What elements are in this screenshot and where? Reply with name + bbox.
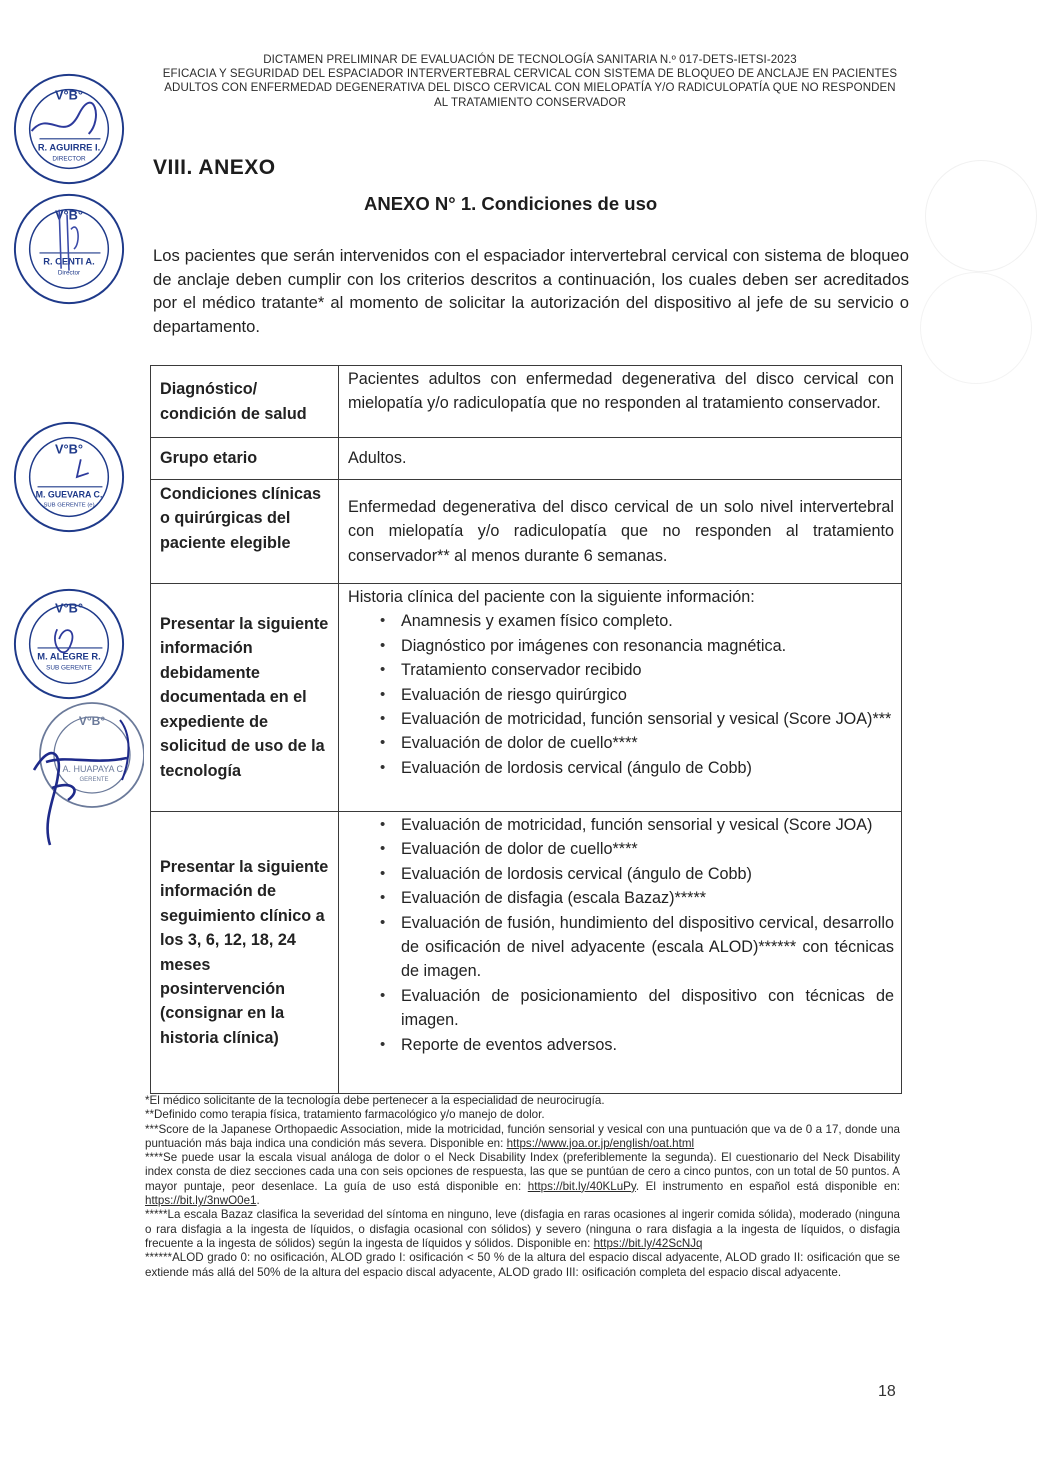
list-item: • Evaluación de motricidad, función sensorial y vesical (Score JOA)	[348, 813, 894, 837]
table-row	[151, 366, 902, 438]
stamp-vb-1: V°B°	[55, 87, 83, 103]
approval-stamp-alegre	[10, 585, 128, 703]
page-number: 18	[878, 1383, 896, 1400]
row-value-documentation	[339, 584, 902, 812]
footnote-6: ******ALOD grado 0: no osificación, ALOD grado I: osificación < 50 % de la altura del espacio discal adyacente, ALOD grado II: osificación que se extiende más allá del 50% de la altura del espacio discal adyacente, ALOD grado III: osificación completa del espacio discal adyacente.	[145, 1251, 900, 1279]
row-label-documentation: Presentar la siguiente información debidamente documentada en el expediente de solicitud de uso de la tecnología	[151, 584, 339, 812]
stamp-vb-4: V°B°	[55, 600, 83, 616]
documentation-intro: Historia clínica del paciente con la siguiente información:	[348, 588, 755, 606]
stamp-name-2: R. CENTI A.	[43, 256, 95, 267]
stamp-role-3: SUB GERENTE (e)	[43, 502, 95, 509]
stamp-role-4: SUB GERENTE	[46, 664, 92, 672]
footnote-4-mid: . El instrumento en español está disponible en:	[635, 1179, 900, 1193]
footnote-1: *El médico solicitante de la tecnología debe pertenecer a la especialidad de neurocirugía.	[145, 1094, 605, 1107]
footnotes	[145, 1094, 900, 1280]
joa-link[interactable]: https://www.joa.or.jp/english/oat.html	[506, 1136, 695, 1150]
header-line-3: ADULTOS CON ENFERMEDAD DEGENERATIVA DEL DISCO CERVICAL CON MIELOPATÍA Y/O RADICULOPATÍA QUE NO RESPONDEN	[164, 82, 896, 95]
annex-title: ANEXO N° 1. Condiciones de uso	[364, 193, 658, 214]
bazaz-link[interactable]: https://bit.ly/42ScNJq	[593, 1236, 703, 1250]
footnote-4	[145, 1151, 900, 1208]
list-item: • Evaluación de posicionamiento del dispositivo con técnicas de imagen.	[348, 984, 894, 1033]
stamp-role-2: Director	[57, 269, 81, 277]
row-value-age-group: Adultos.	[339, 438, 902, 480]
section-title: VIII. ANEXO	[153, 156, 276, 179]
table-row	[151, 812, 902, 1094]
row-label-follow-up: Presentar la siguiente información de seguimiento clínico a los 3, 6, 12, 18, 24 meses posintervención (consignar en la historia clínica)	[151, 812, 339, 1094]
list-item: • Evaluación de dolor de cuello****	[348, 731, 894, 755]
footnote-2: **Definido como terapia física, tratamiento farmacológico y/o manejo de dolor.	[145, 1108, 545, 1122]
table-row	[151, 480, 902, 584]
stamp-vb-3: V°B°	[55, 441, 83, 457]
footnote-5-text: *****La escala Bazaz clasifica la severidad del síntoma en ninguno, leve (disfagia en raras ocasiones al ingerir comida sólida), moderado (ninguna o rara disfagia a la ingesta de líquidos, o disfagia ocasional con sólidos) y severo (ninguna o rara disfagia a la ingesta de líquidos, o disfagia frecuente a la ingesta de sólidos) según la ingesta de líquidos y sólidos. Disponible en:	[145, 1208, 900, 1250]
header-line-2: EFICACIA Y SEGURIDAD DEL ESPACIADOR INTERVERTEBRAL CERVICAL CON SISTEMA DE BLOQUEO DE ANCLAJE EN PACIENTES	[162, 68, 898, 81]
approval-stamp-guevara	[10, 418, 128, 536]
table-row	[151, 438, 902, 480]
stamp-role-1: DIRECTOR	[52, 155, 86, 163]
row-label-clinical-conditions: Condiciones clínicas o quirúrgicas del paciente elegible	[151, 480, 339, 584]
table-row	[151, 584, 902, 812]
stamp-name-3: M. GUEVARA C.	[35, 489, 103, 500]
scan-smudge	[925, 160, 1037, 272]
footnote-3	[145, 1123, 900, 1152]
approval-stamp-huapaya	[22, 700, 144, 850]
row-value-clinical-conditions: Enfermedad degenerativa del disco cervical de un solo nivel intervertebral con mielopatía y/o radiculopatía que no responden al tratamiento conservador** al menos durante 6 semanas.	[339, 480, 902, 584]
stamp-vb-5: V°B°	[78, 714, 106, 728]
row-label-age-group: Grupo etario	[151, 438, 339, 480]
list-item: • Evaluación de fusión, hundimiento del dispositivo cervical, desarrollo de osificación de nivel adyacente (escala ALOD)****** con técnicas de imagen.	[348, 911, 894, 984]
list-item: • Evaluación de lordosis cervical (ángulo de Cobb)	[348, 862, 894, 886]
footnote-5	[145, 1208, 900, 1251]
stamp-name-5: A. HUAPAYA C.	[62, 764, 126, 774]
stamp-vb-2: V°B°	[55, 207, 83, 223]
list-item: • Evaluación de dolor de cuello****	[348, 837, 894, 861]
footnote-4-text: ****Se puede usar la escala visual análoga de dolor o el Neck Disability Index (preferiblemente la segunda). El cuestionario del Neck Disability index consta de diez secciones cada una con seis opciones de respuesta, las que se puntúan de cero a cinco puntos, con un total de 50 puntos. A mayor puntaje, peor desenlace. La guía de uso está disponible en:	[145, 1151, 900, 1193]
list-item: • Evaluación de disfagia (escala Bazaz)*****	[348, 886, 894, 910]
row-value-diagnosis: Pacientes adultos con enfermedad degenerativa del disco cervical con mielopatía y/o radiculopatía que no responden al tratamiento conservador.	[339, 366, 902, 438]
list-item: • Anamnesis y examen físico completo.	[348, 609, 894, 633]
stamp-name-4: M. ALEGRE R.	[37, 651, 101, 662]
list-item: • Evaluación de riesgo quirúrgico	[348, 683, 894, 707]
list-item: • Reporte de eventos adversos.	[348, 1033, 894, 1057]
approval-stamp-centi	[10, 190, 128, 308]
intro-paragraph: Los pacientes que serán intervenidos con el espaciador intervertebral cervical con sistema de bloqueo de anclaje deben cumplir con los criterios descritos a continuación, los cuales deben ser acreditados por el médico tratante* al momento de solicitar la autorización del dispositivo al jefe de su servicio o departamento.	[153, 246, 909, 336]
footnote-3-text: ***Score de la Japanese Orthopaedic Association, mide la motricidad, función sensorial y vesical con una puntuación que va de 0 a 17, donde una puntuación más baja indica una condición más severa. Disponible en:	[145, 1122, 900, 1150]
scan-smudge	[920, 272, 1032, 384]
row-value-follow-up	[339, 812, 902, 1094]
ndi-guide-link[interactable]: https://bit.ly/40KLuPy	[527, 1179, 636, 1193]
documentation-list	[348, 609, 894, 780]
conditions-table	[150, 365, 902, 1094]
document-header	[150, 53, 910, 110]
footnote-4-end: .	[256, 1194, 260, 1208]
stamp-role-5: GERENTE	[79, 777, 109, 783]
stamp-name-1: R. AGUIRRE I.	[37, 142, 101, 153]
list-item: • Evaluación de motricidad, función sensorial y vesical (Score JOA)***	[348, 707, 894, 731]
list-item: • Tratamiento conservador recibido	[348, 658, 894, 682]
list-item: • Diagnóstico por imágenes con resonancia magnética.	[348, 634, 894, 658]
follow-up-list	[348, 813, 894, 1057]
list-item: • Evaluación de lordosis cervical (ángulo de Cobb)	[348, 756, 894, 780]
header-line-1: DICTAMEN PRELIMINAR DE EVALUACIÓN DE TECNOLOGÍA SANITARIA N.º 017-DETS-IETSI-2023	[263, 54, 797, 66]
ndi-spanish-link[interactable]: https://bit.ly/3nwO0e1	[145, 1194, 257, 1208]
header-line-4: AL TRATAMIENTO CONSERVADOR	[434, 96, 626, 109]
row-label-diagnosis: Diagnóstico/ condición de salud	[151, 366, 339, 438]
approval-stamp-aguirre	[10, 70, 128, 188]
